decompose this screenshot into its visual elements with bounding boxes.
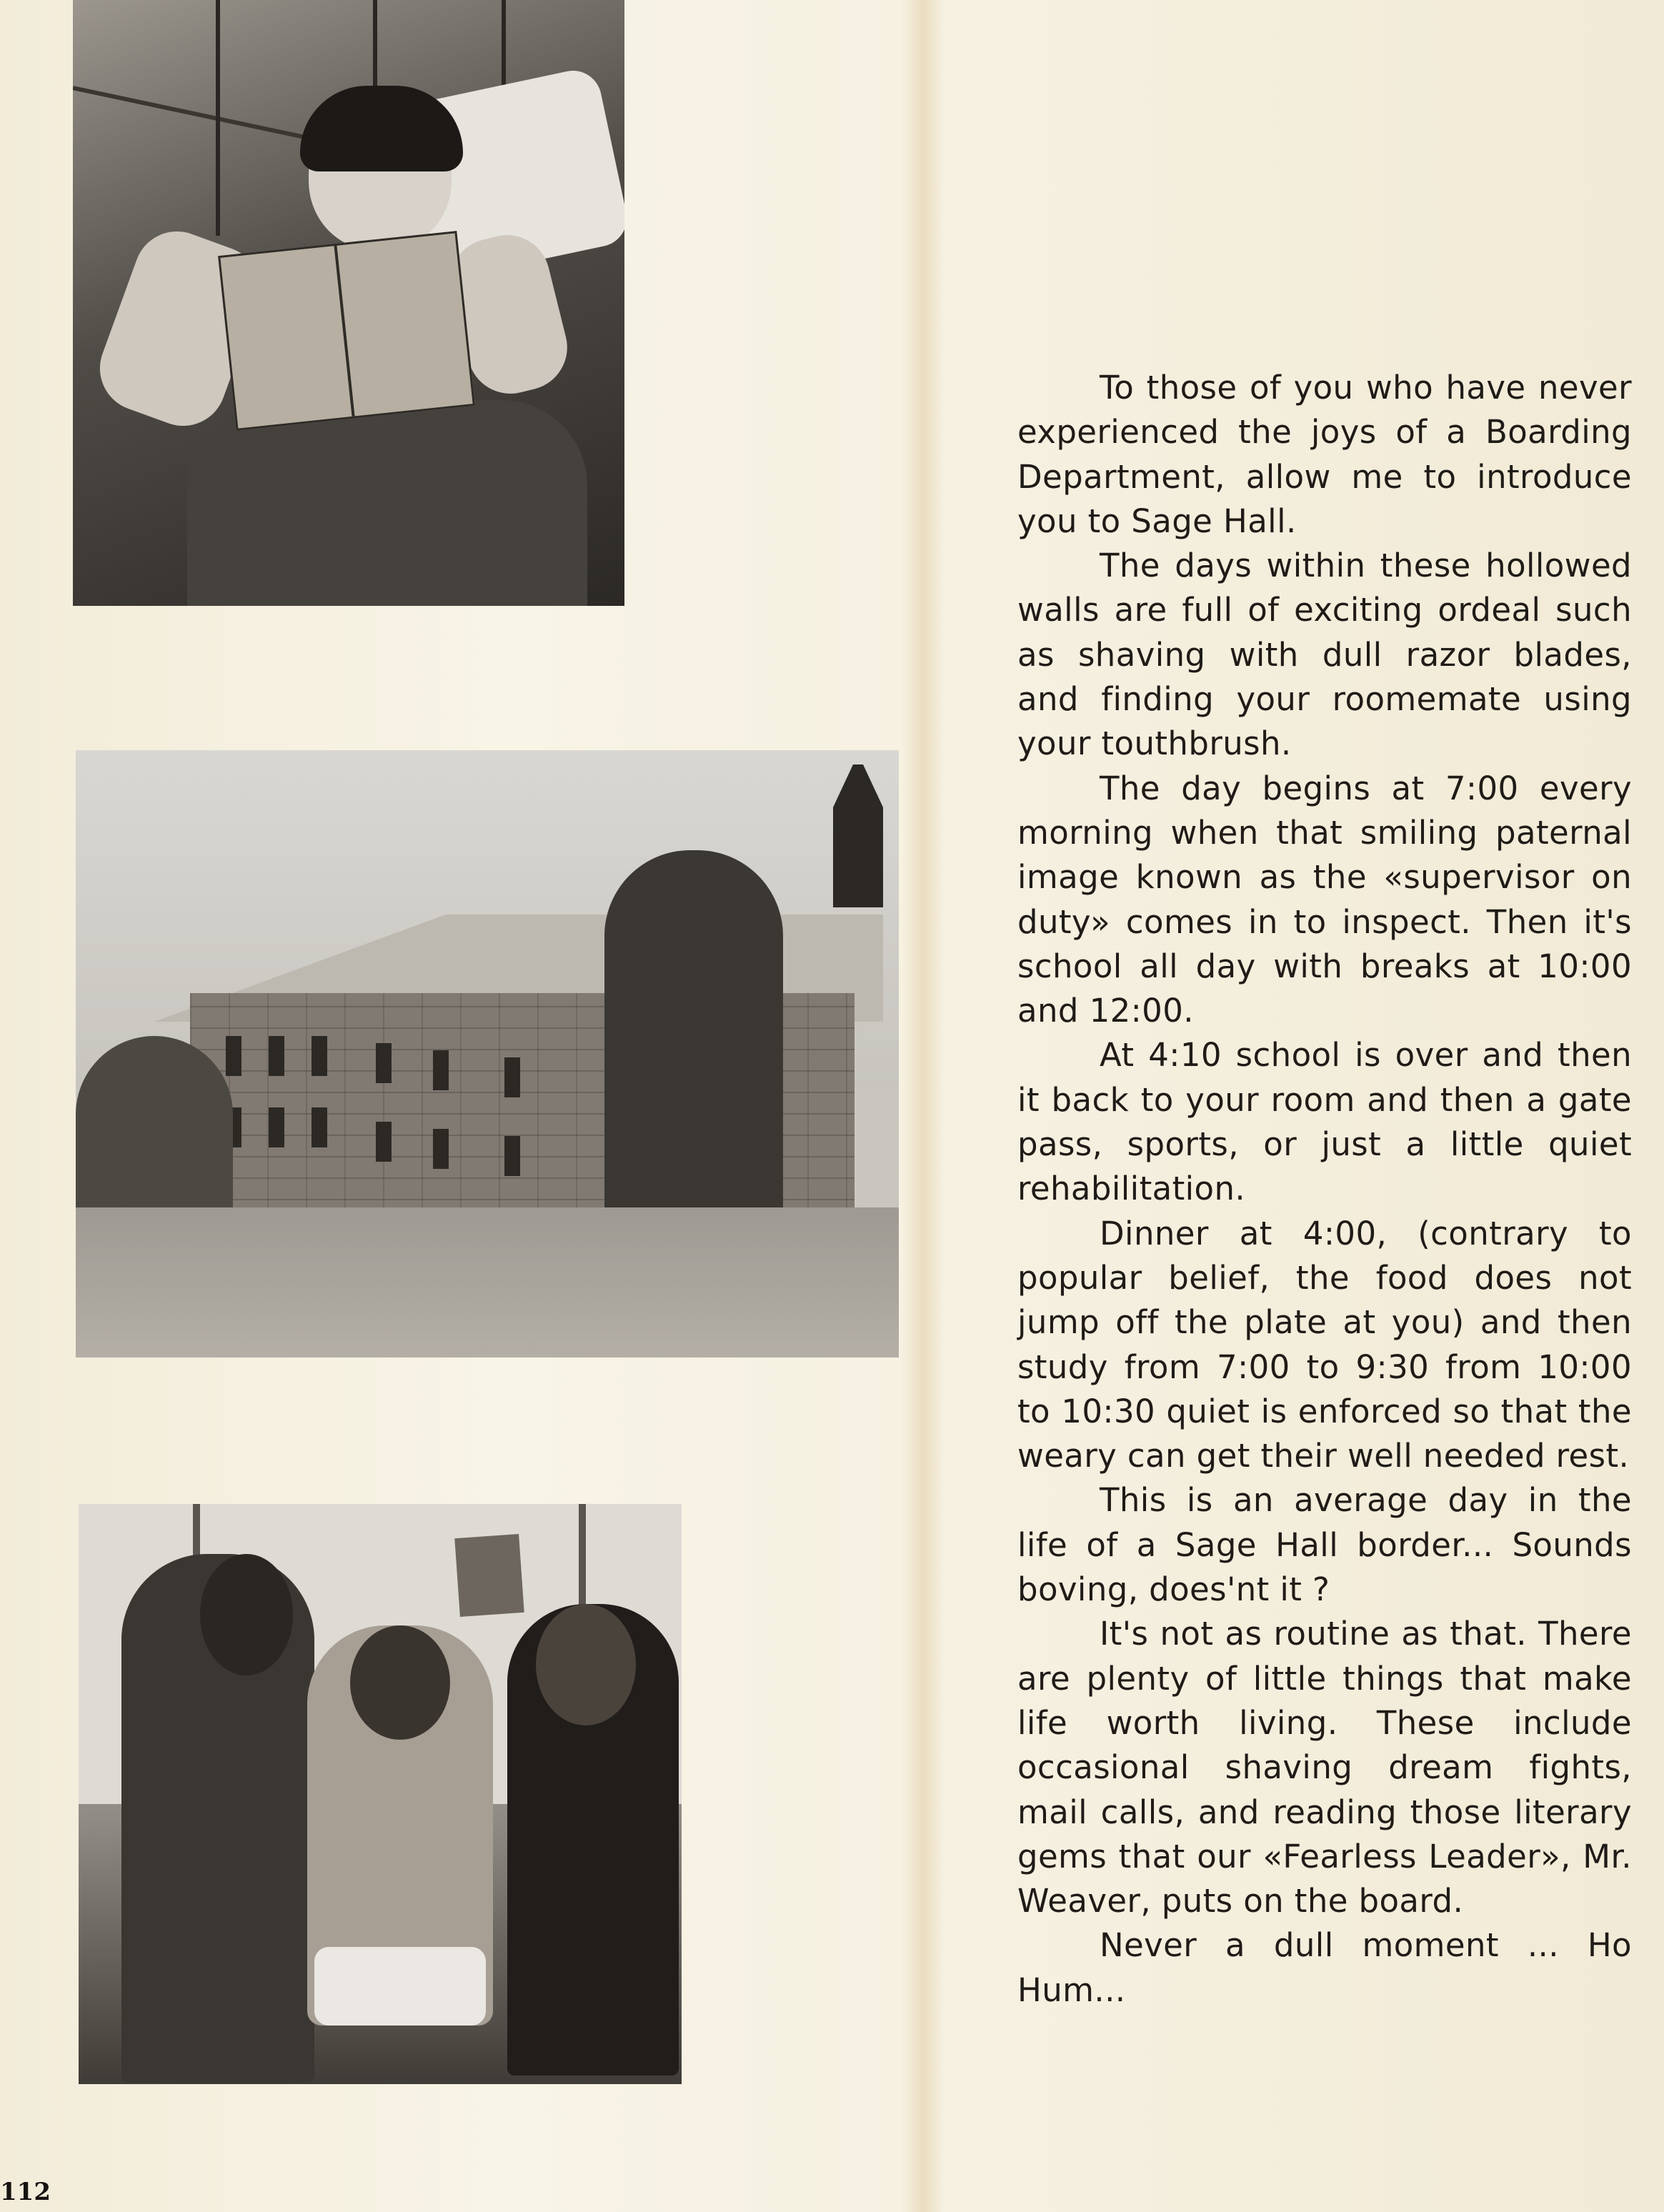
article-paragraph: To those of you who have never experienced the joys of a Boarding Department, allow me to introduce you to Sage Hall.	[1017, 369, 1632, 540]
article-paragraph: The day begins at 7:00 every morning when that smiling paternal image known as the «supervisor on duty» comes in to inspect. Then it's school all day with breaks at 10:00 and 12:00.	[1017, 769, 1632, 1030]
article-body	[1017, 366, 1632, 2013]
photo-sage-hall	[76, 750, 899, 1357]
article-paragraph: The days within these hollowed walls are full of exciting ordeal such as shaving with dull razor blades, and finding your roomemate using your touthbrush.	[1017, 547, 1632, 763]
photo-students-in-dorm	[79, 1504, 682, 2084]
article-paragraph: This is an average day in the life of a Sage Hall border... Sounds boving, does'nt it ?	[1017, 1481, 1632, 1609]
article-paragraph: Never a dull moment ... Ho Hum...	[1017, 1926, 1632, 2009]
article-paragraph: It's not as routine as that. There are plenty of little things that make life worth living. These include occasional shaving dream fights, mail calls, and reading those literary gems that our «Fearless Leader», Mr. Weaver, puts on the board.	[1017, 1615, 1632, 1920]
article-paragraph: At 4:10 school is over and then it back to your room and then a gate pass, sports, or just a little quiet rehabilitation.	[1017, 1036, 1632, 1208]
article-paragraph: Dinner at 4:00, (contrary to popular belief, the food does not jump off the plate at you) and then study from 7:00 to 9:30 from 10:00 to 10:30 quiet is enforced so that the weary can get their well needed rest.	[1017, 1214, 1632, 1475]
book-in-photo	[218, 231, 475, 431]
photo-student-reading	[73, 0, 624, 606]
page-number: 112	[0, 2178, 51, 2206]
page-fold-crease	[902, 0, 945, 2212]
